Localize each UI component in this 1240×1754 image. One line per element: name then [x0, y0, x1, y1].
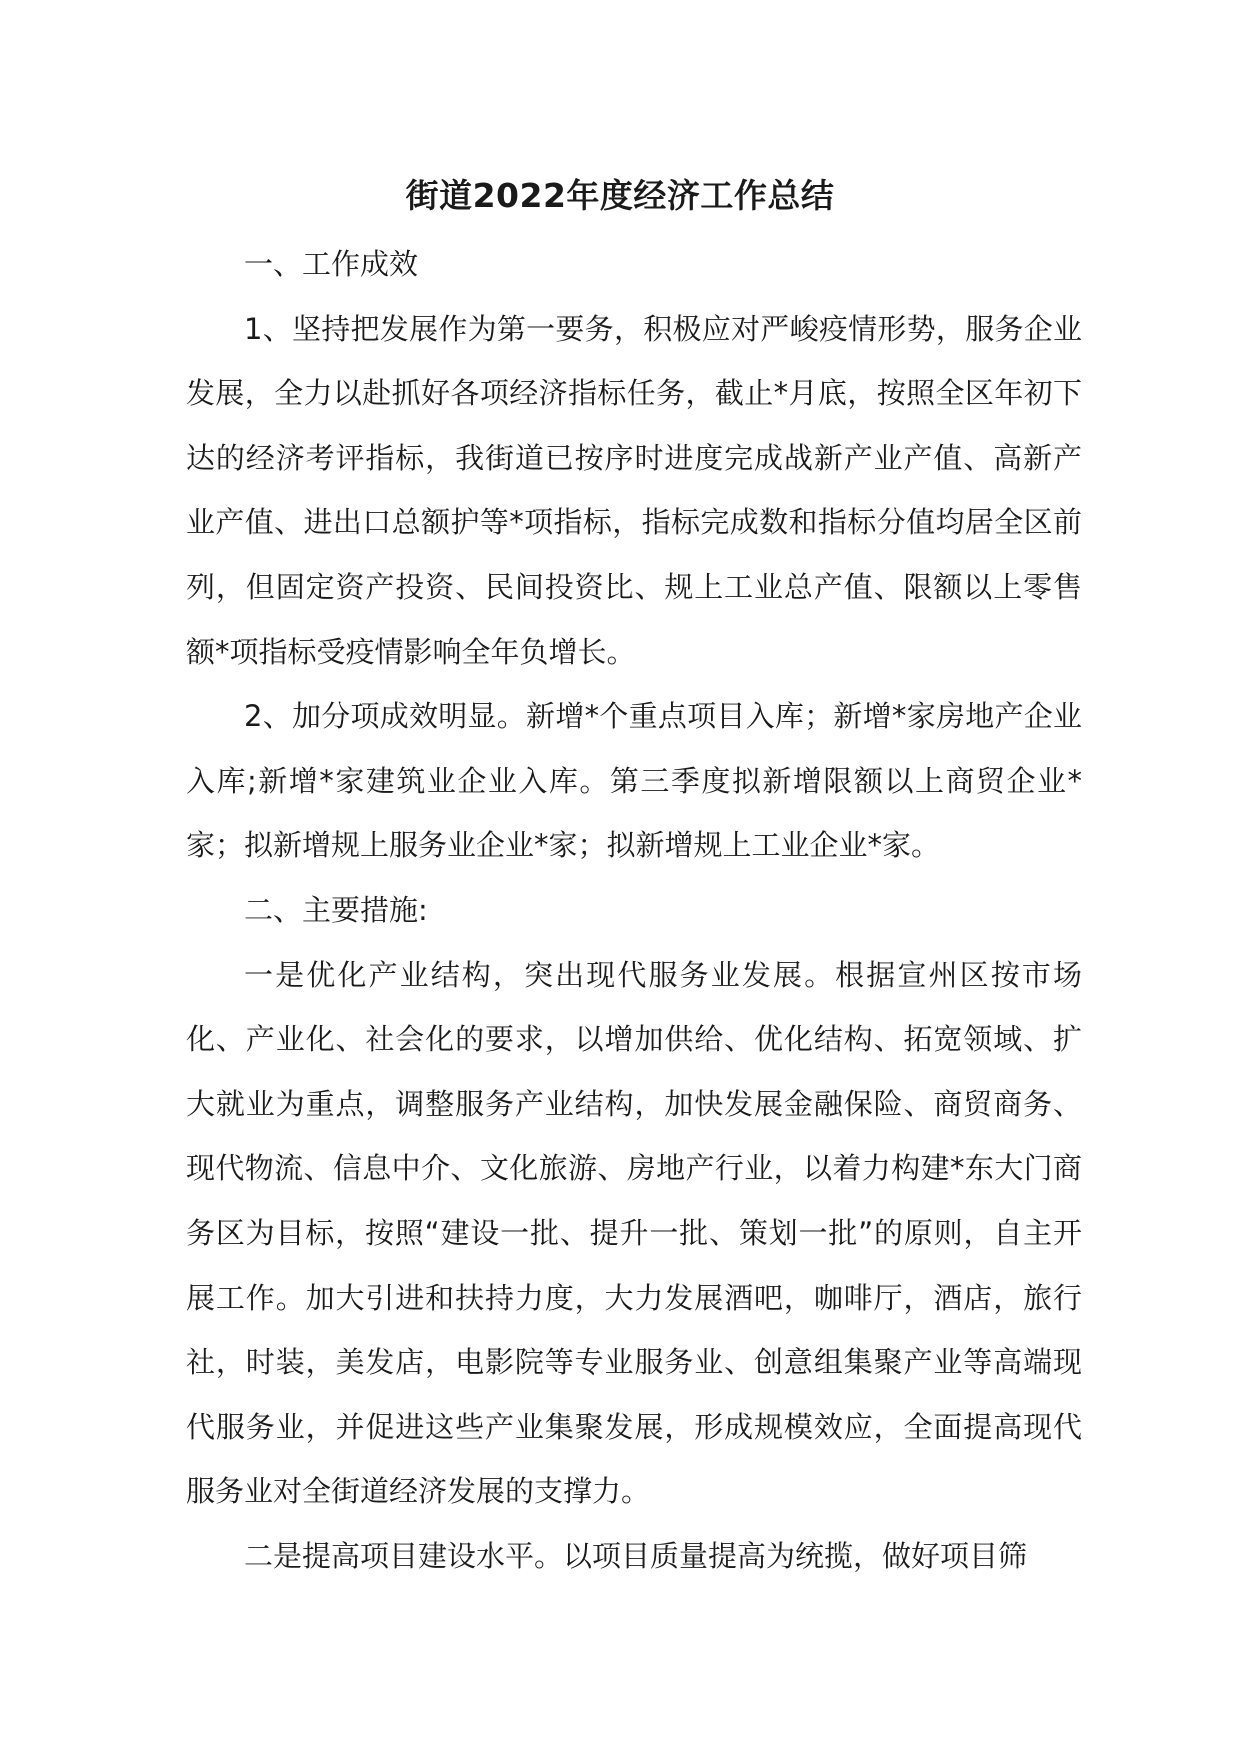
document-body: [186, 232, 1082, 1588]
section-heading-results: 一、工作成效: [244, 247, 419, 281]
section-heading-measures: 二、主要措施:: [244, 892, 428, 927]
paragraph-economic-indicators: 1、坚持把发展作为第一要务，积极应对严峻疫情形势，服务企业发展，全力以赴抓好各项经济指标任务，截止*月底，按照全区年初下达的经济考评指标，我街道已按序时进度完成战新产业产值、高新产业产值、进出口总额护等*项指标，指标完成数和指标分值均居全区前列，但固定资产投资、民间投资比、规上工业总产值、限额以上零售额*项指标受疫情影响全年负增长。: [186, 311, 1082, 669]
paragraph-industry-structure: 一是优化产业结构，突出现代服务业发展。根据宣州区按市场化、产业化、社会化的要求，以增加供给、优化结构、拓宽领域、扩大就业为重点，调整服务产业结构，加快发展金融保险、商贸商务、现代物流、信息中介、文化旅游、房地产行业，以着力构建*东大门商务区为目标，按照“建设一批、提升一批、策划一批”的原则，自主开展工作。加大引进和扶持力度，大力发展酒吧，咖啡厅，酒店，旅行社，时装，美发店，电影院等专业服务业、创意组集聚产业等高端现代服务业，并促进这些产业集聚发展，形成规模效应，全面提高现代服务业对全街道经济发展的支撑力。: [186, 957, 1082, 1509]
paragraph-project-construction: 二是提高项目建设水平。以项目质量提高为统揽，做好项目筛: [244, 1538, 1028, 1573]
paragraph-bonus-items: 2、加分项成效明显。新增*个重点项目入库；新增*家房地产企业入库;新增*家建筑业企业入库。第三季度拟新增限额以上商贸企业*家；拟新增规上服务业企业*家；拟新增规上工业企业*家。: [186, 699, 1082, 863]
document-title: 街道2022年度经济工作总结: [405, 176, 835, 215]
